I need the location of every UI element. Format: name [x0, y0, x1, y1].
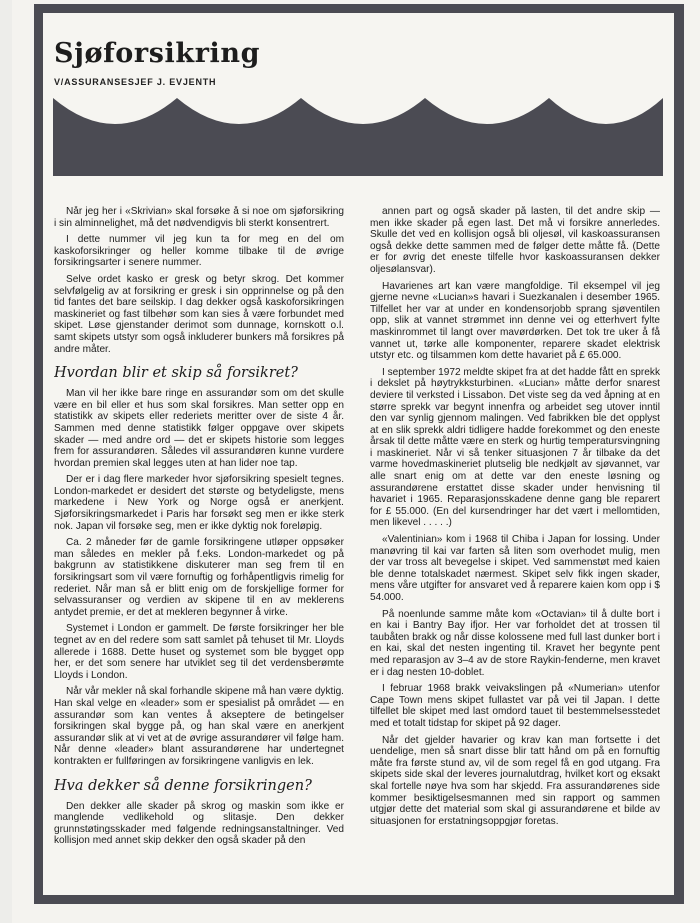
paragraph: «Valentinian» kom i 1968 til Chiba i Japan for lossing. Under manøvring til kai var farten så liten som overhodet mulig, men der var tross alt bevegelse i skipet. Ved sammenstøt med kaien ble denne totalskadet nærmest. Skipet selv fikk ingen skader, mens våre utgifter for ansvaret ved å reparere kaien kom opp i $ 54.000. [370, 534, 660, 603]
paragraph: Systemet i London er gammelt. De første forsikringer her ble tegnet av en del redere som satt samlet på tehuset til Mr. Lloyds allerede i 1688. Dette huset og systemet som ble bygget opp her, er det som senere har utviklet seg til det verdensberømte Lloyds i London. [54, 623, 344, 681]
paragraph: Ca. 2 måneder før de gamle forsikringene utløper oppsøker man således en mekler på f.eks. London-markedet og på bakgrunn av statistikkene diskuterer man seg frem til en forsikringsart som vil være fornuftig og forhåpentligvis rimelig for rederiet. Når man så er blitt enig om de forskjellige former for selvassuranser og verdien av skipene til en av meklerens antydet premie, er det at mekleren begynner å virke. [54, 537, 344, 618]
paragraph: Når det gjelder havarier og krav kan man fortsette i det uendelige, men så snart disse blir tatt hånd om på en fornuftig måte fra første stund av, vil de som regel få en god utgang. Fra skipets side skal der leveres journalutdrag, hvilket kort og eksakt skal fortelle nøye hva som har skjedd. Fra assurandørenes side kommer besiktigelsesmannen med sin rapport og sammen utgjør dette det material som skal gi assurandørene et bilde av situasjonen for erstatningsoppgjør foretas. [370, 734, 660, 827]
wave-shape [53, 98, 663, 176]
paragraph: Når jeg her i «Skrivian» skal forsøke å si noe om sjøforsikring i sin alminnelighet, må det nødvendigvis bli sterkt konsentrert. [54, 206, 344, 229]
section-heading: Hva dekker så denne forsikringen? [54, 777, 312, 794]
article-title: Sjøforsikring [54, 38, 261, 69]
paragraph: Havarienes art kan være mangfoldige. Til eksempel vil jeg gjerne nevne «Lucian»s havari i Suezkanalen i desember 1965. Tilfellet her var at under en kondensorjobb sprang sjøventilen opp, slik at vannet strømmet inn denne vei og etterhvert fylte maskinrommet til langt over mavørdørken. Det tok tre uker å få vannet ut, tørke alle komponenter, reparere skadet elektrisk utstyr etc. og tilsammen kom dette havariet på £ 65.000. [370, 280, 660, 362]
wave-banner-icon [53, 92, 663, 176]
paragraph: Man vil her ikke bare ringe en assurandør som om det skulle være en bil eller et hus som skal forsikres. Man setter opp en statistikk av skipets eller rederiets meritter over de siste 4 år. Sammen med denne statistikk følger oppgave over skipets skader — med andre ord — det er skipets historie som legges frem for assurandøren. Således vil assurandøren kunne vurdere hvordan premien skal legges uten at han lider noe tap. [54, 388, 344, 469]
article-column-left [54, 206, 344, 896]
paragraph: Den dekker alle skader på skrog og maskin som ikke er manglende vedlikehold og slitasje. Den dekker grunnstøtingsskader med følgende redningsanstaltninger. Ved kollisjon med annet skip dekker den også skader på den [54, 800, 344, 847]
paragraph: Der er i dag flere markeder hvor sjøforsikring spesielt tegnes. London-markedet er desidert det største og betydeligste, mens markedene i New York og Norge også er anerkjent. Sjøforsikringsmarkedet i Paris har forsøkt seg men er ikke sterk nok. Japan vil forsøke seg, men er ikke dyktig nok foreløpig. [54, 474, 344, 532]
paragraph: Når vår mekler nå skal forhandle skipene må han være dyktig. Han skal velge en «leader» som er spesialist på området — en assurandør som kan ventes å akseptere de betingelser forsikringen skal bygge på, og han skal være en anerkjent assurandør slik at vi vet at de øvrige assurandører vil følge ham. Når denne «leader» blant assurandørene har undertegnet kontrakten er fullføringen av forsikringene vanligvis en lek. [54, 686, 344, 767]
paragraph: annen part og også skader på lasten, til det andre skip — men ikke skader på egen last. Det må vi forsikre annerledes. Skulle det ved en kollisjon også bli oljesøl, vil kaskoassuransen også dekke dette sammen med de følger dette måtte få. (Dette er for øvrig det eneste tilfelle hvor kaskoassuransen dekker oljesølansvar). [370, 206, 660, 275]
paragraph: Selve ordet kasko er gresk og betyr skrog. Det kommer selvfølgelig av at forsikring er gresk i sin opprinnelse og på den tid fantes det bare seilskip. I dag dekker også kaskoforsikringen maskineriet og fast tilbehør som kan sies å være forbundet med skipet. Løse gjenstander derimot som dunnage, kornskott o.l. samt skipets utstyr som også inkluderer bunkers må forsikres på andre måter. [54, 273, 344, 355]
paragraph: I september 1972 meldte skipet fra at det hadde fått en sprekk i dekslet på høytrykksturbinen. «Lucian» måtte derfor snarest deviere til verksted i Lissabon. Det viste seg da ved åpning at en større sprekk var begynt innenfra og arbeidet seg utover inntil den var synlig gjennom malingen. Ved fabrikken ble det opplyst at en slik sprekk aldri tidligere hadde forekommet og den eneste årsak til dette måtte være en sterk og hurtig temperatursvingning i maskineriet. Når vi så tenker situasjonen 7 år tilbake da det varme hovedmaskineriet plutselig ble nedkjølt av sjøvannet, var alle snart enig om at dette var den eneste løsning og assurandørene erstattet disse skader under henvisning til havariet i 1965. Reparasjonsskadene denne gang ble reparert for £ 55.000. (En del kursendringer har det vært i mellomtiden, men likevel . . . . .) [370, 366, 660, 529]
article-column-right [370, 206, 660, 896]
paragraph: I dette nummer vil jeg kun ta for meg en del om kaskoforsikringer og heller komme tilbake til de øvrige forsikringsarter i senere nummer. [54, 234, 344, 269]
paragraph: I februar 1968 brakk veivakslingen på «Numerian» utenfor Cape Town mens skipet fullastet var på vei til Japan. I dette tilfellet ble skipet med last omdord tauet til bestemmelsesstedet med et totalt tidstap for skipet på 92 dager. [370, 683, 660, 729]
article-byline: V/ASSURANSESJEF J. EVJENTH [54, 77, 217, 87]
paragraph: På noenlunde samme måte kom «Octavian» til å dulte bort i en kai i Bantry Bay ifjor. Her var forholdet det at trossen til taubåten brakk og når disse kolossene med full last dunker bort i en kai, skal det nesten ingenting til. Kravet her begynte pent med reparasjon av 3–4 av de store Raykin-fenderne, men kravet er i dag nesten 10-doblet. [370, 608, 660, 678]
section-heading: Hvordan blir et skip så forsikret? [54, 365, 298, 382]
